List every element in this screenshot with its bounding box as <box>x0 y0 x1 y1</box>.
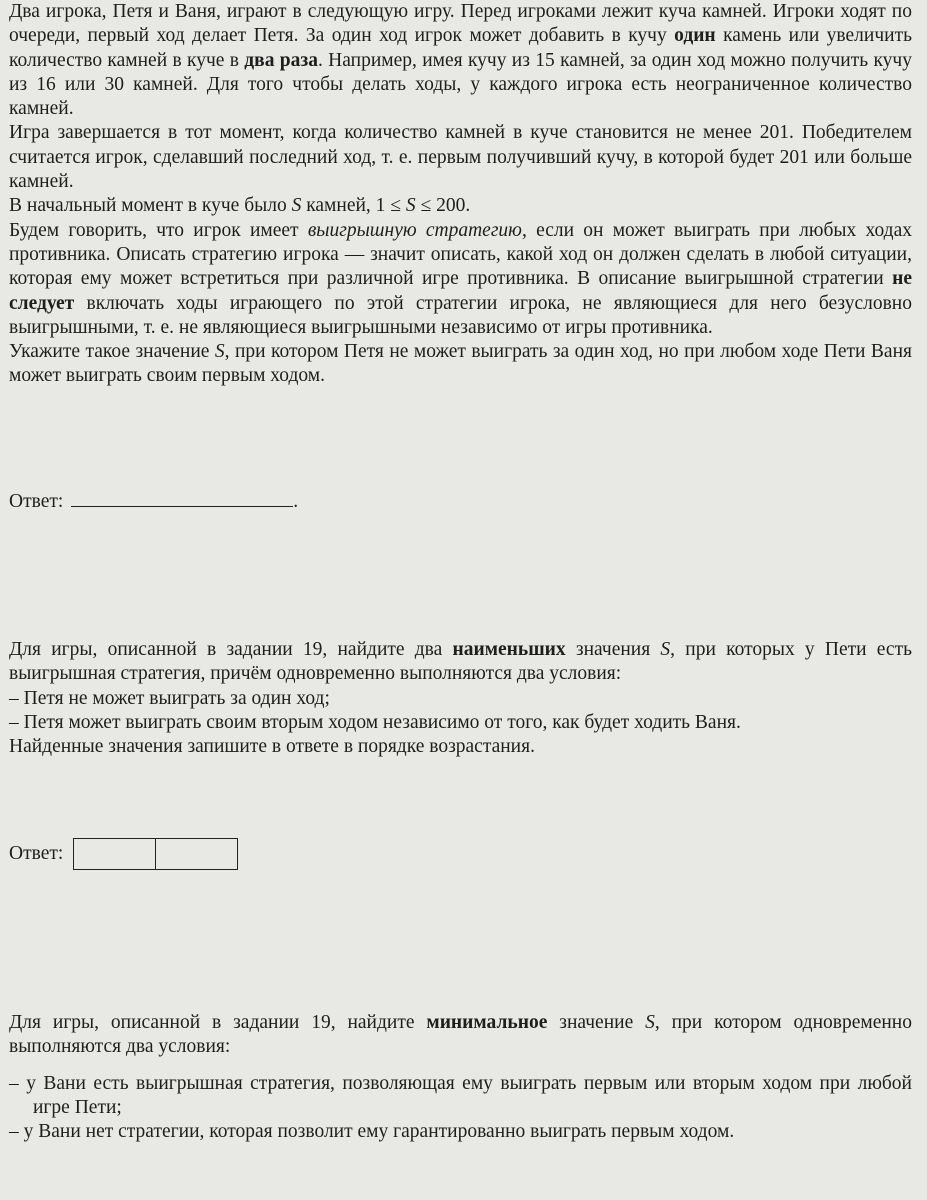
answer-period: . <box>293 491 299 512</box>
task-20-condition-2: – Петя может выиграть своим вторым ходом независимо от того, как будет ходить Ваня. <box>9 711 741 733</box>
task-19-paragraph-initial: В начальный момент в куче было S камней, 1 ≤ S ≤ 200. <box>9 195 471 217</box>
task-19-paragraph-rules: Два игрока, Петя и Ваня, играют в следующую игру. Перед игроками лежит куча камней. Игроки ходят по очереди, первый ход делает Петя. За один ход игрок может добавить в кучу один камень или увеличить количество камней в куче в два раза. Например, имея кучу из 15 камней, за один ход можно получить кучу из 16 или 30 камней. Для того чтобы делать ходы, у каждого игрока есть неограниченное количество камней. <box>9 1 913 120</box>
task-20-instruction: Найденные значения запишите в ответе в порядке возрастания. <box>9 736 535 758</box>
task-20-text <box>9 638 912 759</box>
task-19-answer <box>9 488 298 514</box>
task-21-condition-2: – у Вани нет стратегии, которая позволит ему гарантированно выиграть первым ходом. <box>9 1121 735 1143</box>
task-20-condition-1: – Петя не может выиграть за один ход; <box>9 687 330 709</box>
task-21-question: Для игры, описанной в задании 19, найдите минимальное значение S, при котором одновременно выполняются два условия: <box>9 1012 912 1058</box>
answer-cell-1[interactable] <box>74 839 155 869</box>
task-19-paragraph-strategy: Будем говорить, что игрок имеет выигрышную стратегию, если он может выиграть при любых ходах противника. Описать стратегию игрока — значит описать, какой ход он должен сделать в любой ситуации, которая ему может встретиться при различной игре противника. В описание выигрышной стратегии не следует включать ходы играющего по этой стратегии игрока, не являющиеся для него безусловно выигрышными, т. е. не являющиеся выигрышными независимо от игры противника. <box>9 219 912 338</box>
task-19-text <box>9 0 912 389</box>
answer-cells <box>73 838 238 870</box>
answer-cell-2[interactable] <box>155 839 237 869</box>
task-20-question: Для игры, описанной в задании 19, найдите два наименьших значения S, при которых у Пети есть выигрышная стратегия, причём одновременно выполняются два условия: <box>9 639 912 685</box>
answer-label: Ответ: <box>9 491 64 512</box>
answer-line-field[interactable] <box>71 488 293 507</box>
task-20-answer <box>9 838 238 870</box>
task-21-text <box>9 1011 912 1144</box>
task-19-paragraph-end-condition: Игра завершается в тот момент, когда количество камней в куче становится не менее 201. Победителем считается игрок, сделавший последний ход, т. е. первым получивший кучу, в которой будет 201 или больше камней. <box>9 122 912 193</box>
answer-label: Ответ: <box>9 843 64 864</box>
task-21-condition-1: – у Вани есть выигрышная стратегия, позволяющая ему выиграть первым или вторым ходом при любой игре Пети; <box>9 1072 912 1118</box>
task-19-question: Укажите такое значение S, при котором Петя не может выиграть за один ход, но при любом ходе Пети Ваня может выиграть своим первым ходом. <box>9 341 912 387</box>
